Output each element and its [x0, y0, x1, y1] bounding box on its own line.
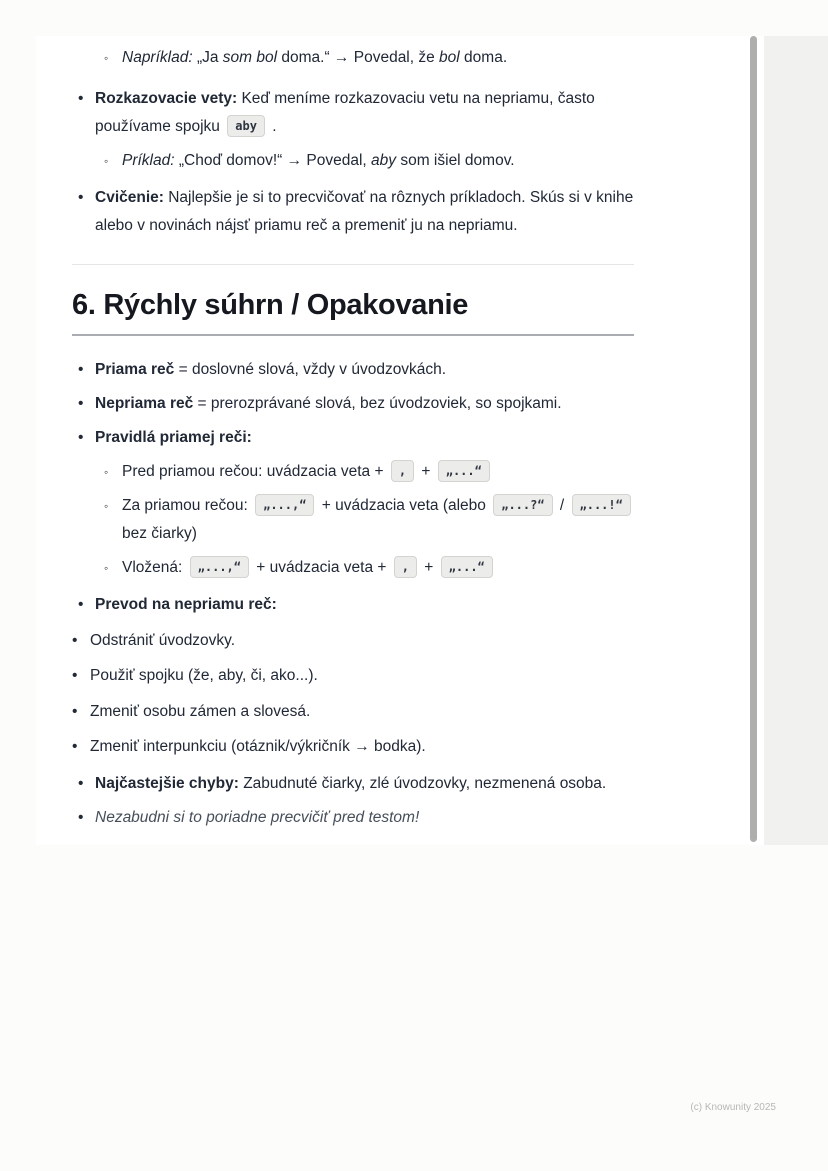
list-item-napriklad	[104, 44, 638, 72]
inline-code-chip: „...?“	[493, 494, 552, 516]
list-item-pouzit	[72, 662, 638, 690]
list-item-odstranit	[72, 627, 638, 655]
disc-bullet-marker: •	[78, 809, 84, 826]
text-run: bol	[439, 49, 460, 66]
section-heading: 6. Rýchly súhrn / Opakovanie	[72, 289, 634, 336]
list-item-text	[95, 804, 638, 832]
text-run: doma.	[459, 49, 508, 66]
text-run: Najlepšie je si to precvičovať na rôznych príkladoch. Skús si v knihe alebo v novinách nájsť priamu reč a premeniť ju na nepriamu.	[95, 189, 634, 234]
list-item-priklad	[104, 147, 638, 175]
text-run: Vložená:	[122, 559, 187, 576]
list-item-text	[122, 492, 638, 548]
text-run: +	[419, 559, 438, 576]
list-item-text	[95, 184, 638, 240]
disc-bullet-marker: •	[72, 631, 78, 649]
text-run: som bol	[222, 49, 278, 66]
disc-bullet-marker: •	[78, 775, 84, 792]
list-item-text	[90, 662, 638, 690]
text-run: = doslovné slová, vždy v úvodzovkách.	[174, 361, 447, 378]
list-item-text	[90, 627, 638, 655]
list-item-text	[90, 733, 638, 761]
list-item-zmenit-interpunkciu	[72, 733, 638, 761]
text-run: + uvádzacia veta (alebo	[317, 497, 491, 514]
text-run: som išiel domov.	[396, 152, 515, 169]
viewer-gutter	[764, 36, 828, 845]
disc-bullet-marker: •	[78, 90, 84, 107]
text-run: „Choď domov!“ → Povedal,	[178, 152, 372, 169]
list-item-vlozena	[104, 554, 638, 582]
text-run: + uvádzacia veta +	[252, 559, 391, 576]
text-run: /	[555, 497, 569, 514]
inline-code-chip: ,	[394, 556, 417, 578]
text-run: Keď meníme rozkazovaciu vetu na nepriamu, často používame spojku	[95, 90, 595, 135]
text-run: Pravidlá priamej reči:	[95, 429, 252, 446]
list-item-zmenit-osobu	[72, 698, 638, 726]
list-item-text	[122, 44, 638, 72]
text-run: doma.“ → Povedal, že	[277, 49, 440, 66]
list-item-text	[95, 85, 638, 141]
inline-code-chip: „...,“	[190, 556, 249, 578]
list-item-rozkazovacie-vety	[72, 85, 638, 141]
text-run: Priama reč	[95, 361, 175, 378]
text-run: Pred priamou rečou: uvádzacia veta +	[122, 463, 388, 480]
disc-bullet-marker: •	[78, 429, 84, 446]
inline-code-chip: ,	[391, 460, 414, 482]
list-item-text	[122, 458, 638, 486]
inline-code-chip: aby	[227, 115, 265, 137]
text-run: aby	[371, 152, 397, 169]
text-run: bez čiarky)	[122, 525, 197, 542]
disc-bullet-marker: •	[72, 738, 78, 755]
disc-bullet-marker: •	[72, 667, 78, 684]
text-run: Cvičenie:	[95, 189, 169, 206]
inline-code-chip: „...“	[441, 556, 493, 578]
inline-code-chip: „...,“	[255, 494, 314, 516]
text-run: „Ja	[196, 49, 223, 66]
text-run: Zabudnuté čiarky, zlé úvodzovky, nezmenená osoba.	[243, 775, 607, 792]
list-item-text	[122, 554, 638, 582]
circle-bullet-marker: ◦	[104, 499, 109, 513]
list-item-text	[90, 698, 638, 726]
text-run: Nepriama reč	[95, 395, 194, 412]
list-item-cvicenie	[72, 184, 638, 240]
text-run: Použiť spojku (že, aby, či, ako...).	[90, 667, 318, 684]
text-run: +	[417, 463, 435, 480]
scrollbar-thumb[interactable]	[750, 36, 757, 842]
list-item-nepriama-rec	[72, 390, 638, 418]
disc-bullet-marker: •	[78, 189, 84, 206]
list-item-prevod	[72, 591, 638, 619]
text-run: Napríklad:	[122, 49, 197, 66]
list-item-nezabudni	[72, 804, 638, 832]
document-page	[36, 36, 764, 845]
list-item-za-priamou	[104, 492, 638, 548]
list-item-text	[95, 591, 638, 619]
disc-bullet-marker: •	[72, 702, 78, 720]
document-content	[72, 40, 638, 838]
text-run: Najčastejšie chyby:	[95, 775, 244, 792]
list-item-chyby	[72, 770, 638, 798]
text-run: Prevod na nepriamu reč:	[95, 596, 277, 613]
disc-bullet-marker: •	[78, 596, 84, 613]
text-run: Odstrániť úvodzovky.	[90, 631, 236, 649]
list-item-text	[95, 770, 638, 798]
text-run: Nezabudni si to poriadne precvičiť pred testom!	[95, 809, 420, 826]
disc-bullet-marker: •	[78, 361, 84, 378]
list-item-text	[95, 424, 638, 452]
text-run: Rozkazovacie vety:	[95, 90, 242, 107]
list-item-text	[95, 390, 638, 418]
circle-bullet-marker: ◦	[104, 561, 109, 575]
copyright-note: (c) Knowunity 2025	[690, 1102, 776, 1113]
text-run: = prerozprávané slová, bez úvodzoviek, so spojkami.	[193, 395, 562, 412]
inline-code-chip: „...“	[438, 460, 490, 482]
circle-bullet-marker: ◦	[104, 465, 109, 479]
text-run: Zmeniť osobu zámen a slovesá.	[90, 702, 311, 720]
text-run: .	[267, 118, 277, 135]
circle-bullet-marker: ◦	[104, 51, 109, 65]
circle-bullet-marker: ◦	[104, 154, 109, 168]
text-run: Príklad:	[122, 152, 179, 169]
disc-bullet-marker: •	[78, 395, 84, 412]
horizontal-divider	[72, 264, 634, 265]
list-item-pravidla	[72, 424, 638, 452]
list-item-priama-rec	[72, 356, 638, 384]
list-item-pred-priamou	[104, 458, 638, 486]
list-item-text	[95, 356, 638, 384]
list-item-text	[122, 147, 638, 175]
inline-code-chip: „...!“	[572, 494, 631, 516]
text-run: Zmeniť interpunkciu (otáznik/výkričník → bodka).	[90, 738, 426, 755]
text-run: Za priamou rečou:	[122, 497, 253, 514]
